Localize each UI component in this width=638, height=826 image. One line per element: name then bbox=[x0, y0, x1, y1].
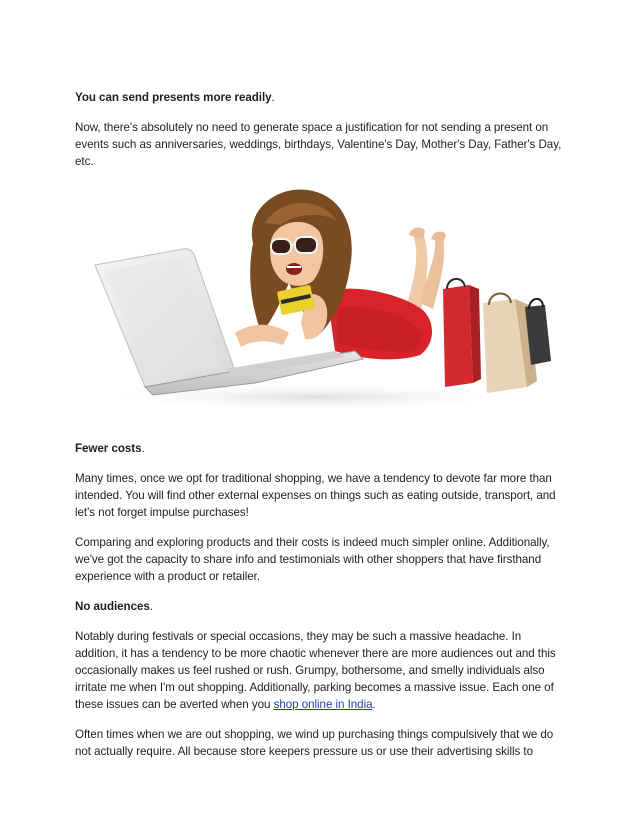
heading-text: No audiences bbox=[75, 600, 150, 613]
heading-period: . bbox=[271, 91, 275, 104]
heading-text: You can send presents more readily bbox=[75, 91, 272, 104]
paragraph-costs-1: Many times, once we opt for traditional shopping, we have a tendency to devote far more than intended. You will find other external expenses on things such as eating outside, transport, and let's not forget impulse purchases! bbox=[75, 472, 556, 519]
paragraph-costs-2: Comparing and exploring products and their costs is indeed much simpler online. Additionally, we've got the capacity to share info and testimonials with other shoppers that have firsthand experience with a product or retailer. bbox=[75, 536, 550, 583]
paragraph-text: Notably during festivals or special occasions, they may be such a massive headache. In addition, it has a tendency to be more chaotic whenever there are more audiences out and this occasionally makes us feel rushed or rush. Grumpy, bothersome, and smelly individuals also irritate me when I'm out shopping. Additionally, parking becomes a massive issue. Each one of these issues can be averted when you bbox=[75, 630, 556, 711]
woman-laptop-shopping-photo bbox=[75, 183, 565, 416]
section-heading-costs bbox=[75, 440, 565, 457]
paragraph-audiences-1 bbox=[75, 628, 565, 713]
heading-period: . bbox=[149, 600, 153, 613]
shopping-illustration-icon bbox=[75, 183, 565, 416]
paragraph-audiences-2: Often times when we are out shopping, we wind up purchasing things compulsively that we do not actually require. All because store keepers pressure us or use their advertising skills to bbox=[75, 728, 554, 758]
paragraph-period: . bbox=[372, 698, 376, 711]
document-content bbox=[75, 89, 565, 773]
section-heading-audiences bbox=[75, 598, 565, 615]
section-heading-presents bbox=[75, 89, 565, 106]
shop-online-link[interactable]: shop online in India bbox=[273, 698, 373, 711]
heading-text: Fewer costs bbox=[75, 442, 142, 455]
paragraph-presents: Now, there's absolutely no need to generate space a justification for not sending a present on events such as anniversaries, weddings, birthdays, Valentine's Day, Mother's Day, Father's Day, etc. bbox=[75, 121, 562, 168]
heading-period: . bbox=[141, 442, 145, 455]
